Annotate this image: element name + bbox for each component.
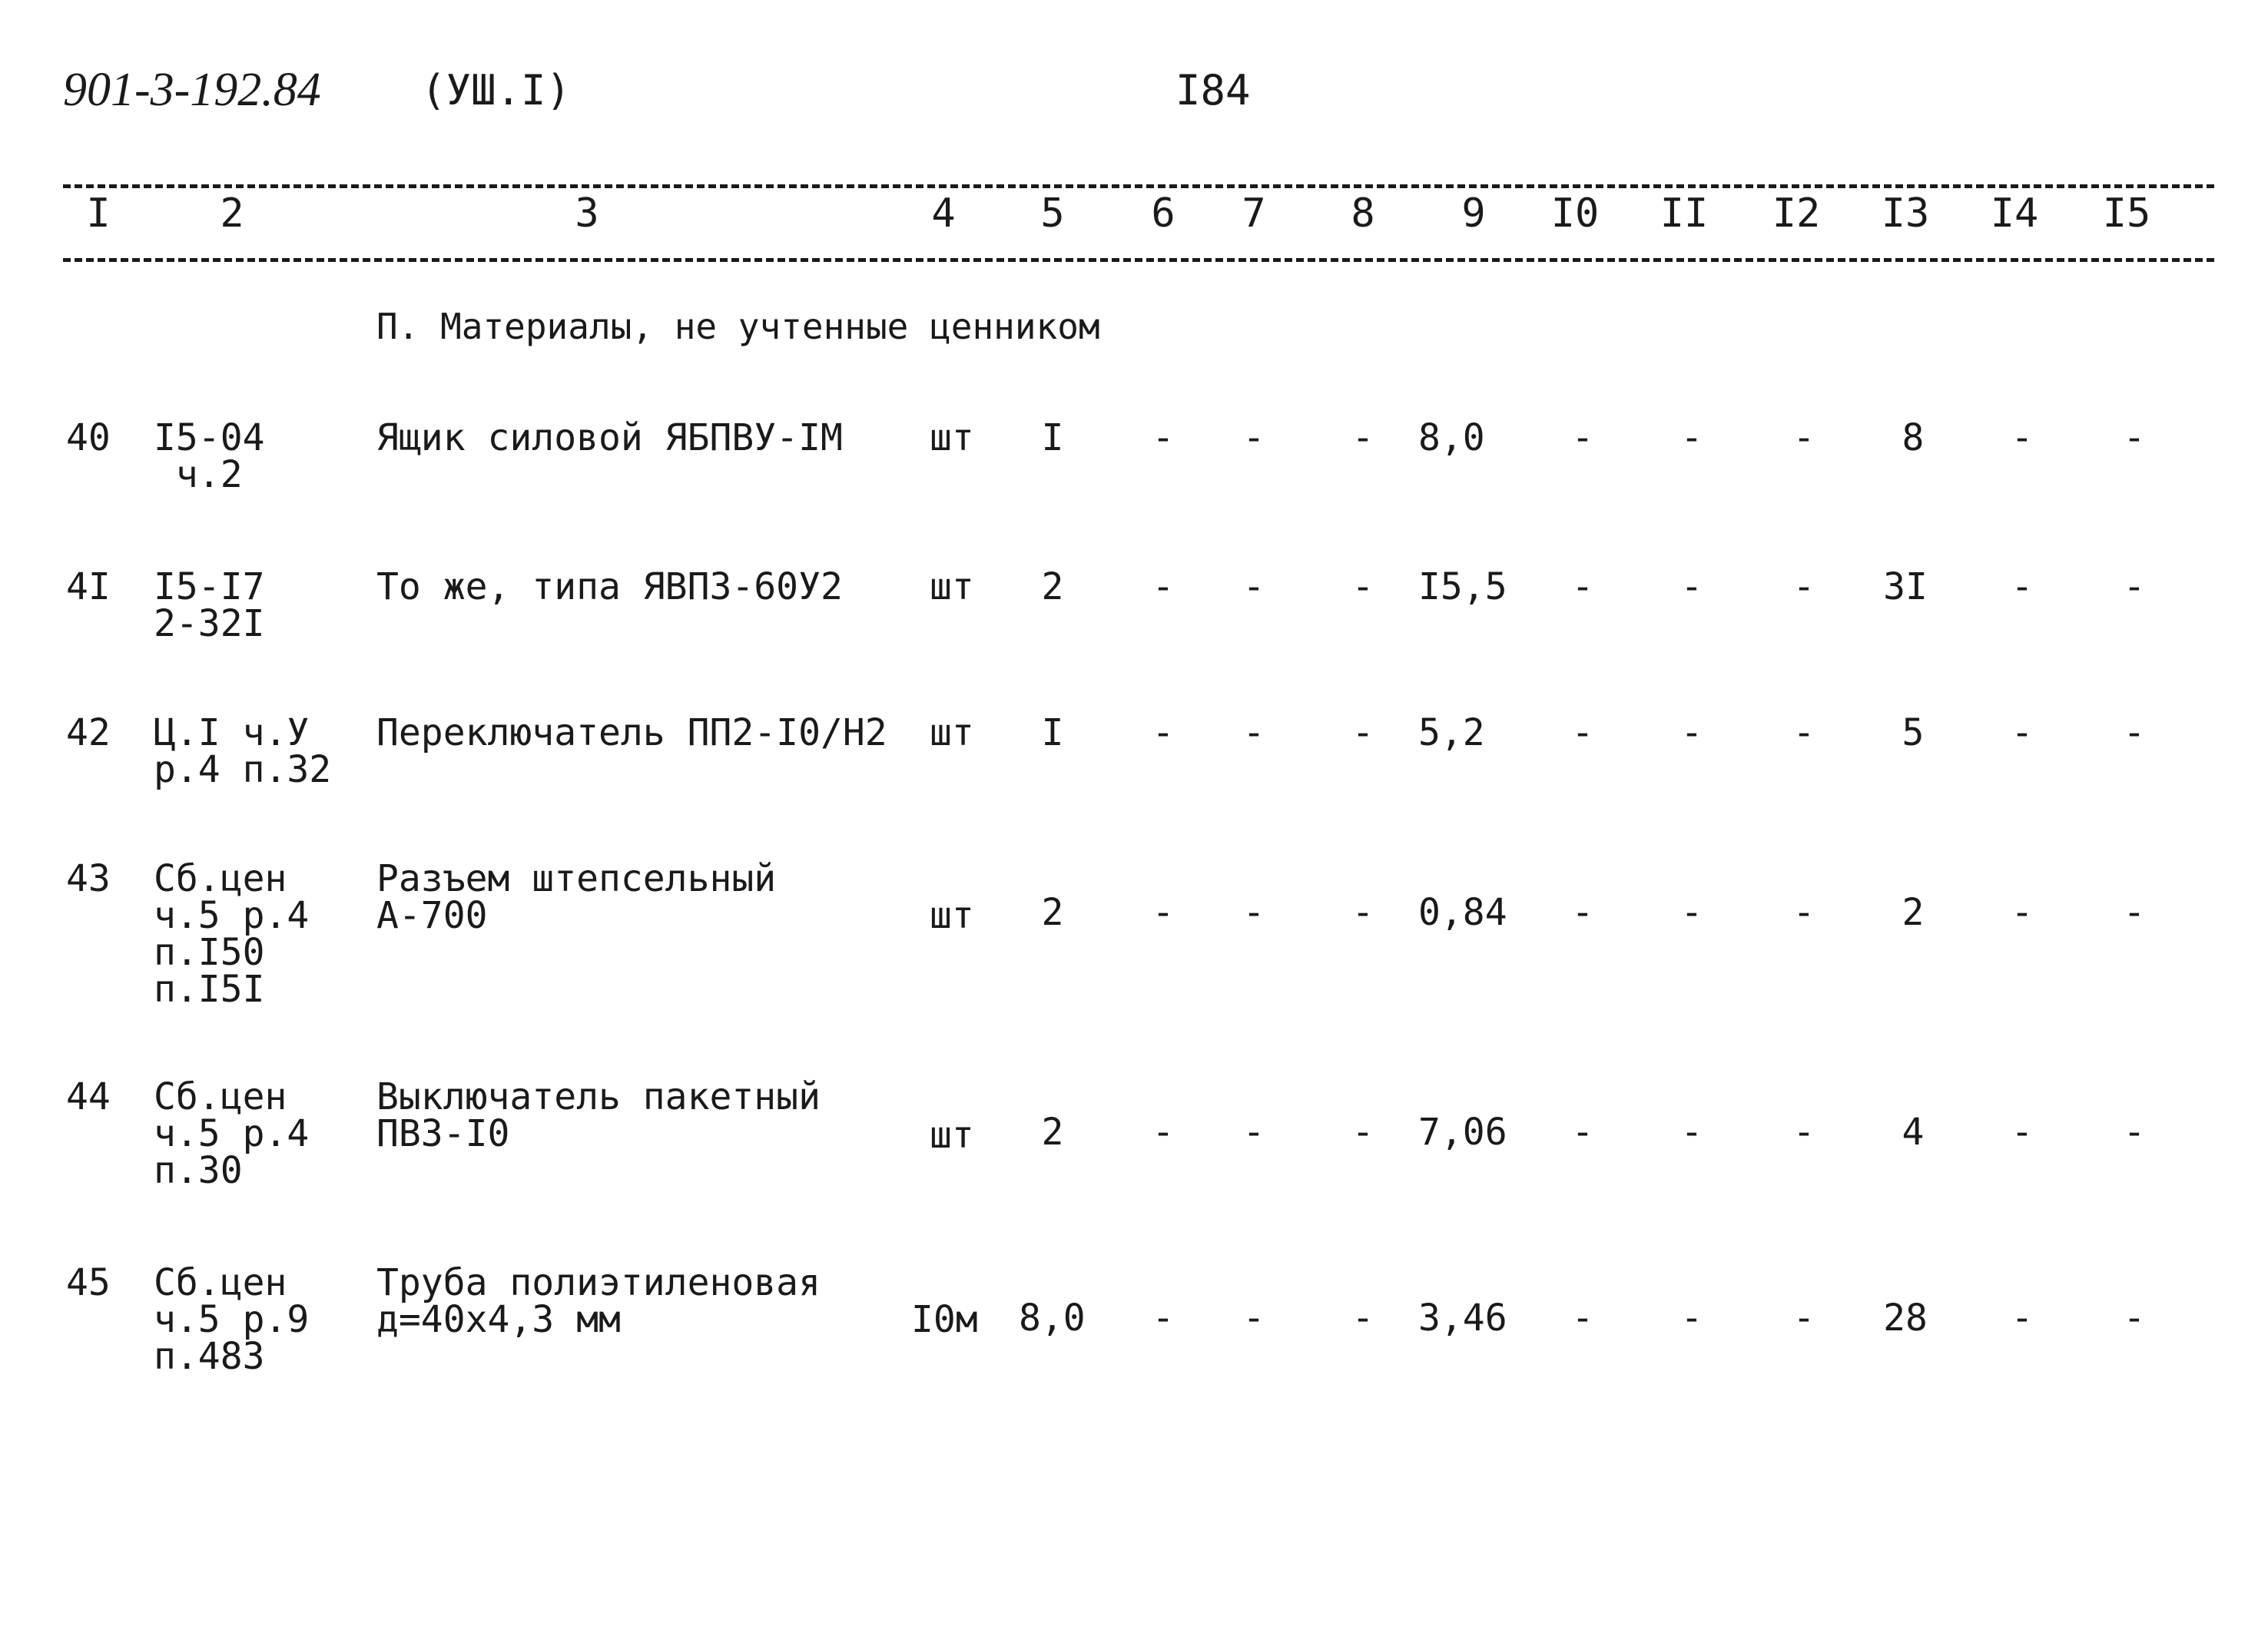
col-10: - <box>1571 1297 1594 1340</box>
column-header-13: I3 <box>1881 190 1930 237</box>
col-11: - <box>1680 1297 1703 1340</box>
col-10: - <box>1571 1111 1594 1154</box>
material-name: Труба полиэтиленовая д=40х4,3 мм <box>376 1261 821 1341</box>
col-15: - <box>2123 711 2146 754</box>
unit-price: 3,46 <box>1418 1297 1507 1340</box>
quantity: 2 <box>1041 565 1064 608</box>
col-8: - <box>1351 711 1374 754</box>
page-number: I84 <box>1175 66 1251 114</box>
price-reference: Сб.цен ч.5 р.4 п.30 <box>154 1075 310 1192</box>
col-7: - <box>1242 565 1265 608</box>
col-12: - <box>1792 1297 1815 1340</box>
unit-price: 7,06 <box>1418 1111 1507 1154</box>
col-8: - <box>1351 565 1374 608</box>
quantity: 2 <box>1041 891 1064 934</box>
column-header-4: 4 <box>931 190 956 237</box>
quantity: 2 <box>1041 1111 1064 1154</box>
total-cost: 4 <box>1902 1111 1925 1154</box>
col-7: - <box>1242 1111 1265 1154</box>
col-14: - <box>2011 711 2034 754</box>
col-14: - <box>2011 891 2034 934</box>
total-cost: 3I <box>1883 565 1928 608</box>
unit: шт <box>930 1114 974 1157</box>
col-11: - <box>1680 711 1703 754</box>
row-number: 43 <box>66 857 111 900</box>
quantity: I <box>1041 416 1064 459</box>
col-7: - <box>1242 711 1265 754</box>
row-number: 42 <box>66 711 111 754</box>
unit: I0м <box>911 1298 978 1341</box>
col-7: - <box>1242 1297 1265 1340</box>
col-11: - <box>1680 891 1703 934</box>
col-12: - <box>1792 416 1815 459</box>
col-12: - <box>1792 891 1815 934</box>
total-cost: 28 <box>1883 1297 1928 1340</box>
volume-label: (УШ.I) <box>421 66 572 114</box>
column-header-6: 6 <box>1151 190 1175 237</box>
col-6: - <box>1152 1297 1175 1340</box>
col-8: - <box>1351 416 1374 459</box>
col-14: - <box>2011 1111 2034 1154</box>
column-header-10: I0 <box>1550 190 1600 237</box>
col-8: - <box>1351 1111 1374 1154</box>
column-header-12: I2 <box>1772 190 1821 237</box>
quantity: I <box>1041 711 1064 754</box>
col-12: - <box>1792 565 1815 608</box>
col-6: - <box>1152 711 1175 754</box>
unit: шт <box>930 416 974 459</box>
column-header-5: 5 <box>1040 190 1065 237</box>
section-title: П. Материалы, не учтенные ценником <box>376 306 1100 347</box>
col-6: - <box>1152 565 1175 608</box>
col-15: - <box>2123 891 2146 934</box>
unit-price: 0,84 <box>1418 891 1507 934</box>
col-14: - <box>2011 416 2034 459</box>
price-reference: Сб.цен ч.5 р.9 п.483 <box>154 1261 310 1378</box>
unit: шт <box>930 711 974 754</box>
row-number: 40 <box>66 416 111 459</box>
column-header-9: 9 <box>1461 190 1486 237</box>
col-10: - <box>1571 565 1594 608</box>
price-reference: Сб.цен ч.5 р.4 п.I50 п.I5I <box>154 857 310 1011</box>
quantity: 8,0 <box>1019 1297 1086 1340</box>
table-top-rule <box>63 184 2214 188</box>
column-header-1: I <box>86 190 111 237</box>
row-number: 4I <box>66 565 111 608</box>
material-name: Разъем штепсельный А-700 <box>376 857 777 937</box>
col-8: - <box>1351 1297 1374 1340</box>
column-header-15: I5 <box>2102 190 2151 237</box>
unit: шт <box>930 565 974 608</box>
col-6: - <box>1152 1111 1175 1154</box>
unit-price: 5,2 <box>1418 711 1485 754</box>
material-name: Переключатель ПП2-I0/Н2 <box>376 711 887 754</box>
total-cost: 5 <box>1902 711 1925 754</box>
col-7: - <box>1242 416 1265 459</box>
row-number: 44 <box>66 1075 111 1118</box>
column-header-3: 3 <box>575 190 599 237</box>
col-10: - <box>1571 711 1594 754</box>
column-header-8: 8 <box>1351 190 1375 237</box>
material-name: То же, типа ЯВПЗ-60У2 <box>376 565 843 608</box>
table-header-bottom-rule <box>63 258 2214 262</box>
col-12: - <box>1792 1111 1815 1154</box>
price-reference: Ц.I ч.У р.4 п.32 <box>154 711 332 791</box>
col-6: - <box>1152 891 1175 934</box>
col-14: - <box>2011 1297 2034 1340</box>
col-15: - <box>2123 1111 2146 1154</box>
document-code: 901-3-192.84 <box>63 64 321 116</box>
total-cost: 2 <box>1902 891 1925 934</box>
col-11: - <box>1680 1111 1703 1154</box>
material-name: Ящик силовой ЯБПВУ-IМ <box>376 416 843 459</box>
col-11: - <box>1680 565 1703 608</box>
col-8: - <box>1351 891 1374 934</box>
col-15: - <box>2123 565 2146 608</box>
col-10: - <box>1571 416 1594 459</box>
row-number: 45 <box>66 1261 111 1304</box>
material-name: Выключатель пакетный ПВЗ-I0 <box>376 1075 821 1155</box>
price-reference: I5-04 ч.2 <box>154 416 265 496</box>
col-14: - <box>2011 565 2034 608</box>
column-header-14: I4 <box>1990 190 2039 237</box>
col-12: - <box>1792 711 1815 754</box>
unit: шт <box>930 894 974 937</box>
total-cost: 8 <box>1902 416 1925 459</box>
col-10: - <box>1571 891 1594 934</box>
column-header-11: II <box>1660 190 1709 237</box>
price-reference: I5-I7 2-32I <box>154 565 265 645</box>
column-header-2: 2 <box>220 190 244 237</box>
unit-price: I5,5 <box>1418 565 1507 608</box>
col-15: - <box>2123 1297 2146 1340</box>
column-header-7: 7 <box>1242 190 1266 237</box>
col-6: - <box>1152 416 1175 459</box>
unit-price: 8,0 <box>1418 416 1485 459</box>
col-11: - <box>1680 416 1703 459</box>
col-15: - <box>2123 416 2146 459</box>
col-7: - <box>1242 891 1265 934</box>
